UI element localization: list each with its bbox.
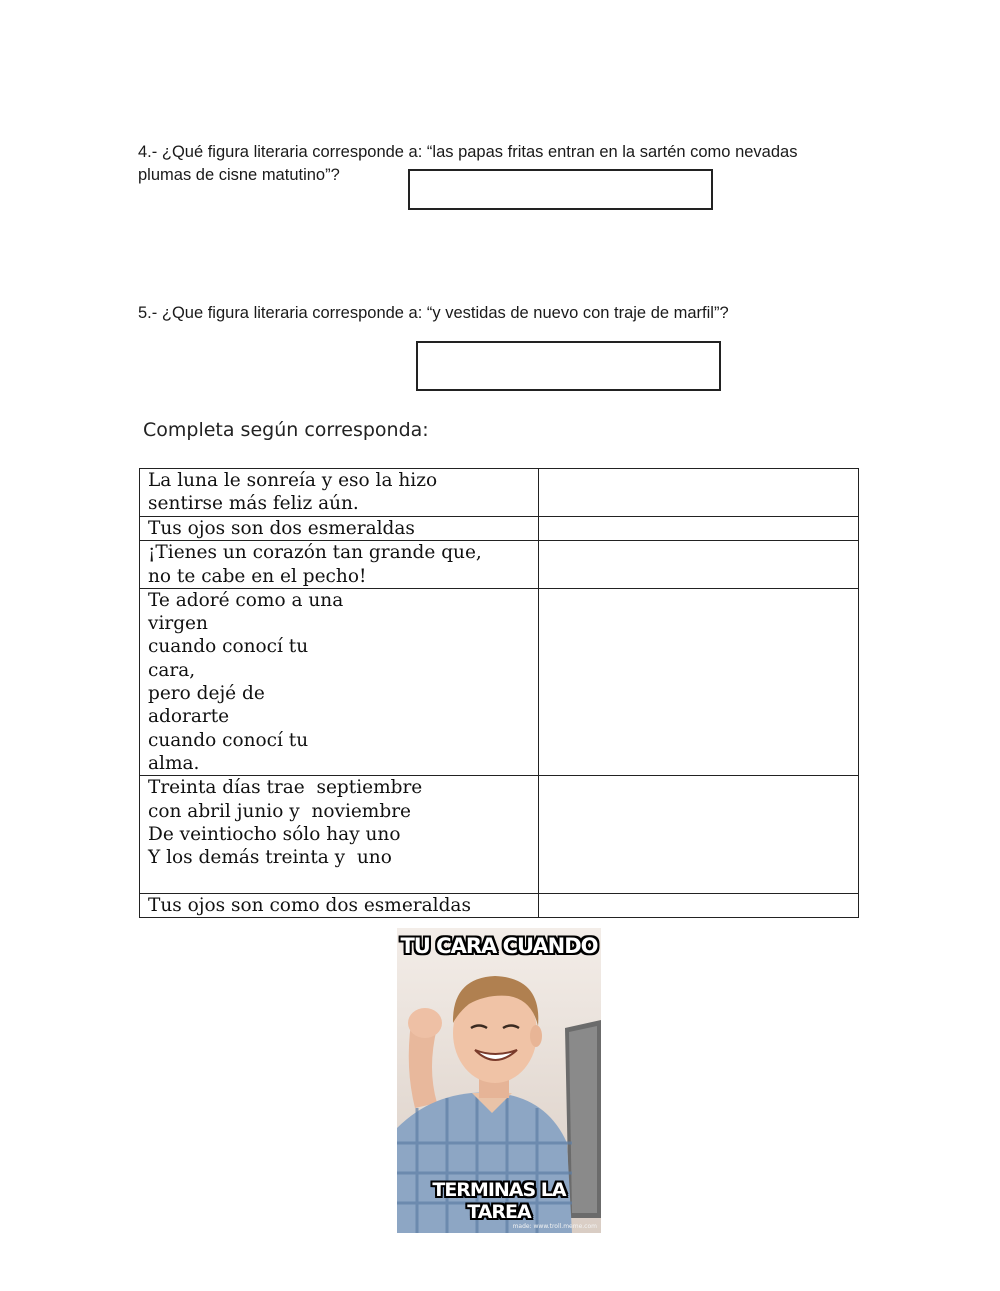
table-cell-answer[interactable] bbox=[539, 588, 859, 775]
table-cell-phrase: Te adoré como a una virgen cuando conocí tu cara, pero dejé de adorarte cuando conocí tu alma. bbox=[140, 588, 539, 775]
table-row bbox=[140, 893, 859, 917]
meme-image bbox=[397, 928, 601, 1233]
question-4-text-line-2: plumas de cisne matutino”? bbox=[138, 166, 340, 184]
table-row bbox=[140, 541, 859, 589]
table-cell-phrase: ¡Tienes un corazón tan grande que, no te cabe en el pecho! bbox=[140, 541, 539, 589]
table-cell-answer[interactable] bbox=[539, 541, 859, 589]
table-row bbox=[140, 469, 859, 517]
question-5-text-line-1: ¿Que figura literaria corresponde a: “y vestidas de nuevo con traje de marfil”? bbox=[161, 304, 729, 322]
figures-table bbox=[139, 468, 859, 918]
meme-bottom-text-2: TAREA bbox=[467, 1201, 531, 1223]
table-row bbox=[140, 517, 859, 541]
table-cell-phrase: Tus ojos son como dos esmeraldas bbox=[140, 893, 539, 917]
table-cell-answer[interactable] bbox=[539, 893, 859, 917]
table-cell-answer[interactable] bbox=[539, 469, 859, 517]
question-5-number: 5.- bbox=[138, 304, 158, 322]
section-title: Completa según corresponda: bbox=[143, 419, 429, 441]
table-cell-answer[interactable] bbox=[539, 776, 859, 893]
table-row bbox=[140, 776, 859, 893]
question-4-number: 4.- bbox=[138, 143, 158, 161]
table-cell-answer[interactable] bbox=[539, 517, 859, 541]
table-row bbox=[140, 588, 859, 775]
table-cell-phrase: Treinta días trae septiembre con abril junio y noviembre De veintiocho sólo hay uno Y los demás treinta y uno bbox=[140, 776, 539, 893]
meme-bottom-text-1: TERMINAS LA bbox=[432, 1179, 566, 1201]
question-4-text-line-1: ¿Qué figura literaria corresponde a: “las papas fritas entran en la sartén como nevadas bbox=[161, 143, 798, 161]
table-cell-phrase: La luna le sonreía y eso la hizo sentirse más feliz aún. bbox=[140, 469, 539, 517]
meme-top-text: TU CARA CUANDO bbox=[400, 934, 598, 958]
question-4-answer-box[interactable] bbox=[408, 169, 713, 210]
question-5-answer-box[interactable] bbox=[416, 341, 721, 391]
meme-watermark: made: www.troll.meme.com bbox=[512, 1223, 597, 1230]
table-cell-phrase: Tus ojos son dos esmeraldas bbox=[140, 517, 539, 541]
question-5 bbox=[138, 302, 878, 325]
